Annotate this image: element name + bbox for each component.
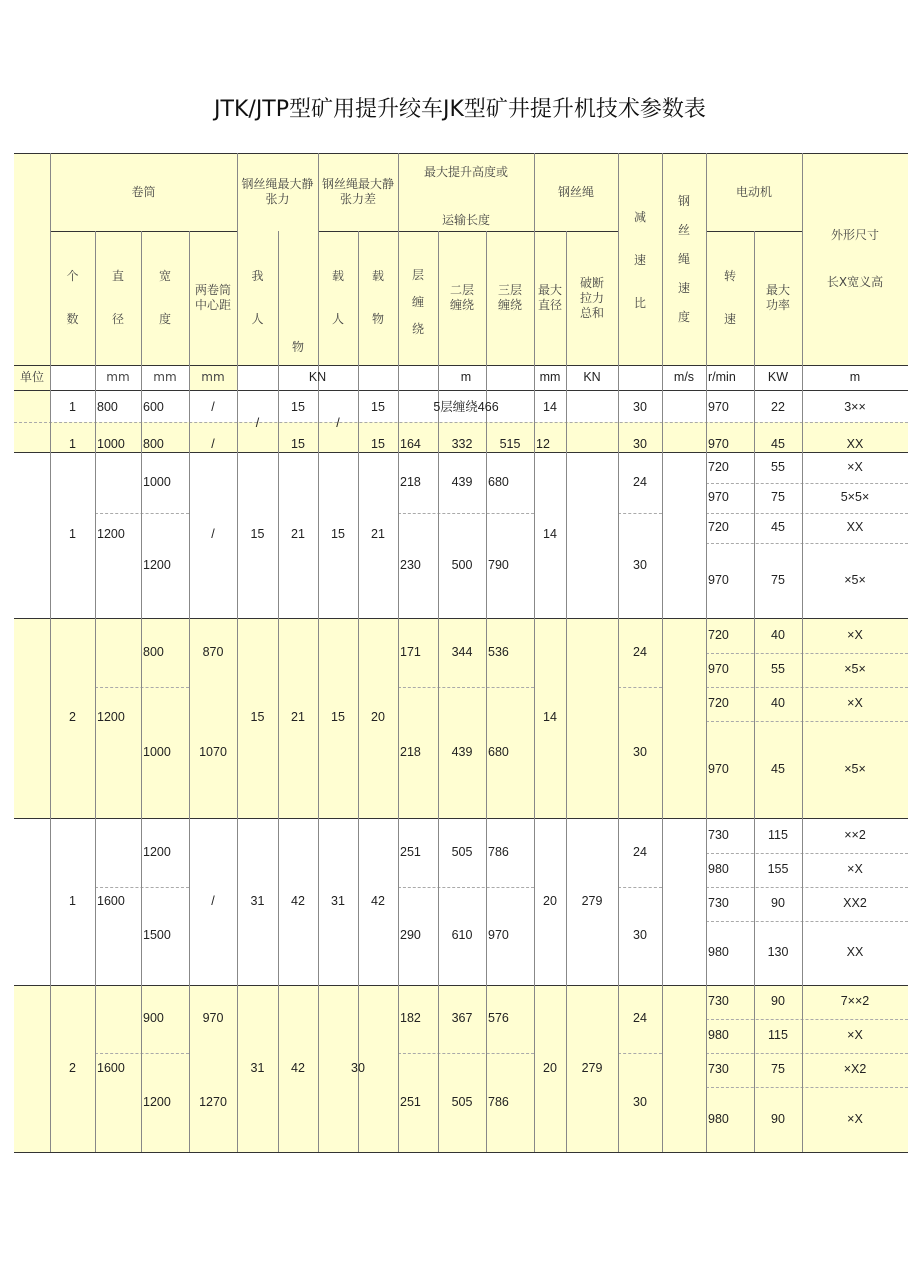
cell-height-2: 500 [451,557,473,572]
cell-size: ×X [847,1111,863,1126]
cell-center: 1070 [199,744,227,759]
cell-height-2: 505 [451,844,473,859]
cell-rpm: 730 [708,827,729,842]
cell-diameter: 1200 [97,527,125,542]
cell-width: 900 [143,1011,164,1026]
cell-center: 970 [202,1011,224,1026]
cell-power: 40 [771,696,785,711]
cell-rope-diameter: 12 [536,437,550,452]
column-divider [50,231,51,1152]
group4-margin [14,618,50,818]
cell-height-2: 344 [451,644,473,659]
unit-ms: m/s [673,369,695,384]
header-count [50,231,95,365]
header-rope-speed-char: 速 [677,280,690,295]
cell-height-2: 439 [451,744,473,759]
unit-kw: KW [767,369,789,384]
cell-rpm: 980 [708,1111,729,1126]
cell-ratio: 24 [633,1011,647,1026]
header-layer-char: 绕 [411,322,424,336]
cell-power: 55 [771,662,785,677]
cell-size: ×X [847,1028,863,1043]
cell-height-3: 680 [488,744,509,759]
cell-count: 1 [69,893,76,908]
cell-center: / [211,893,215,908]
cell-rpm: 980 [708,862,729,877]
cell-carry-person: / [336,415,340,430]
cell-power: 75 [771,1062,785,1077]
unit-label: 单位 [19,370,44,384]
header-two-layer: 二层缠绕 [449,283,474,312]
row1-line [14,422,908,423]
cell-count: 1 [69,399,76,414]
cell-person: 31 [250,893,265,908]
header-reduction-ratio-char: 速 [633,252,646,267]
cell-power: 155 [767,862,789,877]
header-carry-person-char: 载 [331,269,344,283]
cell-height: 5层缠绕466 [433,399,499,414]
cell-center: / [211,399,215,414]
header-rope-speed-char: 钢 [677,193,690,208]
cell-rope-diameter: 14 [543,527,557,542]
cell-tension-diff: 30 [351,1060,365,1075]
cell-diameter: 1600 [97,893,125,908]
cell-height-1: 171 [400,644,421,659]
header-count-char: 数 [66,312,79,326]
cell-diameter: 1000 [97,437,125,452]
unit-rmin: r/min [708,369,736,384]
cell-height-3: 970 [488,928,509,943]
cell-size: 3×× [844,399,866,414]
unit-m: m [460,369,472,384]
cell-ratio: 30 [633,437,647,452]
header-size-dimensions: 长X宽义高 [826,275,884,289]
cell-size: ×5× [844,761,866,776]
header-width-char: 宽 [158,269,171,283]
cell-size: XX [846,520,864,535]
cell-ratio: 30 [633,744,647,759]
header-max-power: 最大功率 [765,283,790,312]
cell-material: 42 [291,1060,305,1075]
cell-height-3: 680 [488,474,509,489]
cell-ratio: 30 [633,928,647,943]
cell-height-1: 182 [400,1011,421,1026]
cell-material: 15 [291,399,305,414]
cell-power: 45 [771,761,785,776]
cell-height-3: 536 [488,644,509,659]
header-rotation-speed [706,231,754,365]
cell-power: 45 [771,520,785,535]
cell-person: / [255,415,260,430]
cell-rope-diameter: 14 [543,710,557,725]
cell-ratio: 30 [633,1094,647,1109]
header-width-char: 度 [158,312,171,326]
cell-size: 7××2 [840,994,870,1009]
cell-power: 90 [771,896,785,911]
header-max-tension: 钢丝绳最大静张力 [241,177,314,206]
header-layer [398,240,438,365]
cell-height-3: 515 [499,437,521,452]
cell-width: 1200 [143,1094,171,1109]
cell-power: 75 [771,490,785,505]
cell-carry-person: 15 [331,527,345,542]
cell-height-2: 610 [451,928,473,943]
header-reduction-ratio-char: 减 [633,209,646,224]
cell-carry-person: 31 [331,893,345,908]
cell-person: 15 [250,710,265,725]
header-diameter-char: 直 [111,269,124,283]
cell-height-1: 230 [400,557,421,572]
header-max-height: 最大提升高度或 [423,165,508,179]
cell-size: ×X [847,459,863,474]
cell-carry-person: 15 [331,710,345,725]
cell-size: ×X2 [843,1062,867,1077]
cell-height-2: 367 [451,1011,473,1026]
cell-count: 1 [69,437,76,452]
cell-width: 800 [143,644,164,659]
header-rope-speed-char: 丝 [677,222,690,237]
cell-height-2: 332 [451,437,473,452]
header-material: 物 [291,340,304,354]
cell-center: 1270 [199,1094,227,1109]
cell-rpm: 970 [708,399,729,414]
page-title: JTK/JTP型矿用提升绞车JK型矿井提升机技术参数表 [214,97,706,122]
cell-person: 15 [250,527,265,542]
unit-mm: mm [153,370,177,384]
cell-count: 1 [69,527,76,542]
cell-center: / [211,437,215,452]
cell-ratio: 24 [633,644,647,659]
cell-power: 115 [768,1028,788,1043]
header-motor: 电动机 [735,184,772,199]
cell-ratio: 30 [633,399,647,414]
cell-size: 5×5× [840,490,870,505]
header-layer-char: 层 [411,268,424,282]
cell-height-3: 786 [488,844,509,859]
header-tension-diff: 钢丝绳最大静张力差 [322,177,395,206]
table-bottom-border [14,1152,908,1153]
header-center-distance: 两卷筒中心距 [194,283,231,312]
header-rope-speed [662,153,706,365]
cell-width: 600 [143,399,164,414]
header-diameter-char: 径 [111,312,124,326]
cell-height-1: 251 [400,1094,421,1109]
cell-power: 22 [771,399,785,414]
header-drum: 卷筒 [131,184,156,199]
header-carry-person [318,231,358,365]
cell-rope-diameter: 20 [543,893,557,908]
cell-width: 800 [143,437,164,452]
cell-power: 90 [771,1111,785,1126]
cell-size: XX [846,437,864,452]
cell-person: 31 [250,1060,265,1075]
header-breaking-force: 破断拉力总和 [579,275,604,320]
header-width [141,231,189,365]
cell-width: 1200 [143,557,171,572]
cell-rpm: 730 [708,1062,729,1077]
cell-size: XX2 [843,896,867,911]
cell-rope-diameter: 20 [543,1060,557,1075]
cell-rpm: 720 [708,459,729,474]
header-carry-person-char: 人 [331,312,344,326]
cell-height-3: 576 [488,1011,509,1026]
cell-height-1: 251 [400,844,421,859]
cell-width: 1000 [143,744,171,759]
header-reduction-ratio [618,180,662,340]
header-person-char: 我 [251,269,264,283]
cell-height-3: 790 [488,557,509,572]
cell-ratio: 24 [633,474,647,489]
cell-power: 40 [771,627,785,642]
header-diameter [95,231,141,365]
header-layer-char: 缠 [411,295,424,309]
cell-rpm: 720 [708,696,729,711]
cell-carry-material: 42 [371,893,385,908]
cell-rpm: 970 [708,572,729,587]
cell-rpm: 970 [708,662,729,677]
cell-ratio: 24 [633,844,647,859]
cell-power: 75 [771,572,785,587]
cell-size: ××2 [844,827,866,842]
cell-height-1: 290 [400,928,421,943]
header-count-char: 个 [66,269,79,283]
cell-size: XX [846,945,864,960]
cell-power: 45 [771,437,785,452]
header-person-char: 人 [251,312,264,326]
cell-rpm: 720 [708,520,729,535]
cell-rpm: 980 [708,1028,729,1043]
header-rope-speed-char: 绳 [677,251,690,266]
cell-rpm: 730 [708,994,729,1009]
cell-material: 15 [291,437,305,452]
cell-carry-material: 15 [371,437,385,452]
header-outline-size: 外形尺寸 [830,227,879,242]
cell-rpm: 970 [708,761,729,776]
units-line [14,390,908,391]
cell-carry-material: 20 [371,710,385,725]
cell-rpm: 970 [708,490,729,505]
cell-material: 21 [291,527,305,542]
header-reduction-ratio-char: 比 [633,295,646,310]
row1-margin [14,390,50,422]
cell-size: ×5× [844,572,866,587]
cell-height-1: 218 [400,744,421,759]
cell-width: 1000 [143,474,171,489]
cell-center: 870 [202,644,224,659]
header-rotation-speed-char: 速 [723,312,736,326]
cell-height-1: 164 [400,437,421,452]
cell-height-2: 439 [451,474,473,489]
unit-mm: mm [106,370,130,384]
cell-rpm: 720 [708,627,729,642]
unit-mm: mm [539,369,561,384]
cell-size: ×5× [844,662,866,677]
cell-height-2: 505 [451,1094,473,1109]
cell-center: / [211,527,215,542]
cell-breaking-force: 279 [581,1060,603,1075]
unit-kn: KN [308,369,327,384]
unit-m: m [849,369,861,384]
unit-kn: KN [583,369,601,384]
header-rotation-speed-char: 转 [723,269,736,283]
unit-mm: mm [201,370,225,384]
cell-size: ×X [847,696,863,711]
header-carry-material [358,231,398,365]
cell-rpm: 970 [708,437,729,452]
cell-diameter: 1600 [97,1060,125,1075]
cell-size: ×X [847,627,863,642]
cell-material: 21 [291,710,305,725]
header-wire-rope: 钢丝绳 [557,184,594,199]
cell-count: 2 [69,710,76,725]
cell-count: 2 [69,1060,76,1075]
cell-power: 90 [771,994,785,1009]
cell-material: 42 [291,893,305,908]
cell-carry-material: 21 [371,527,385,542]
header-transport-length: 运输长度 [441,212,490,227]
cell-power: 55 [771,459,785,474]
header-carry-material-char: 物 [371,312,384,326]
cell-power: 115 [768,827,788,842]
cell-height-1: 218 [400,474,421,489]
cell-diameter: 800 [97,399,118,414]
cell-ratio: 30 [633,557,647,572]
cell-width: 1500 [143,928,171,943]
cell-height-3: 786 [488,1094,509,1109]
cell-size: ×X [847,862,863,877]
cell-rope-diameter: 14 [543,399,557,414]
cell-width: 1200 [143,844,171,859]
header-carry-material-char: 载 [371,269,384,283]
cell-carry-material: 15 [371,399,385,414]
cell-rpm: 980 [708,945,729,960]
header-rope-speed-char: 度 [677,309,690,324]
cell-breaking-force: 279 [581,893,603,908]
header-max-diameter: 最大直径 [537,283,562,312]
cell-power: 130 [767,945,789,960]
cell-diameter: 1200 [97,710,125,725]
header-person [237,231,278,365]
cell-rpm: 730 [708,896,729,911]
header-three-layer: 三层缠绕 [497,283,522,312]
